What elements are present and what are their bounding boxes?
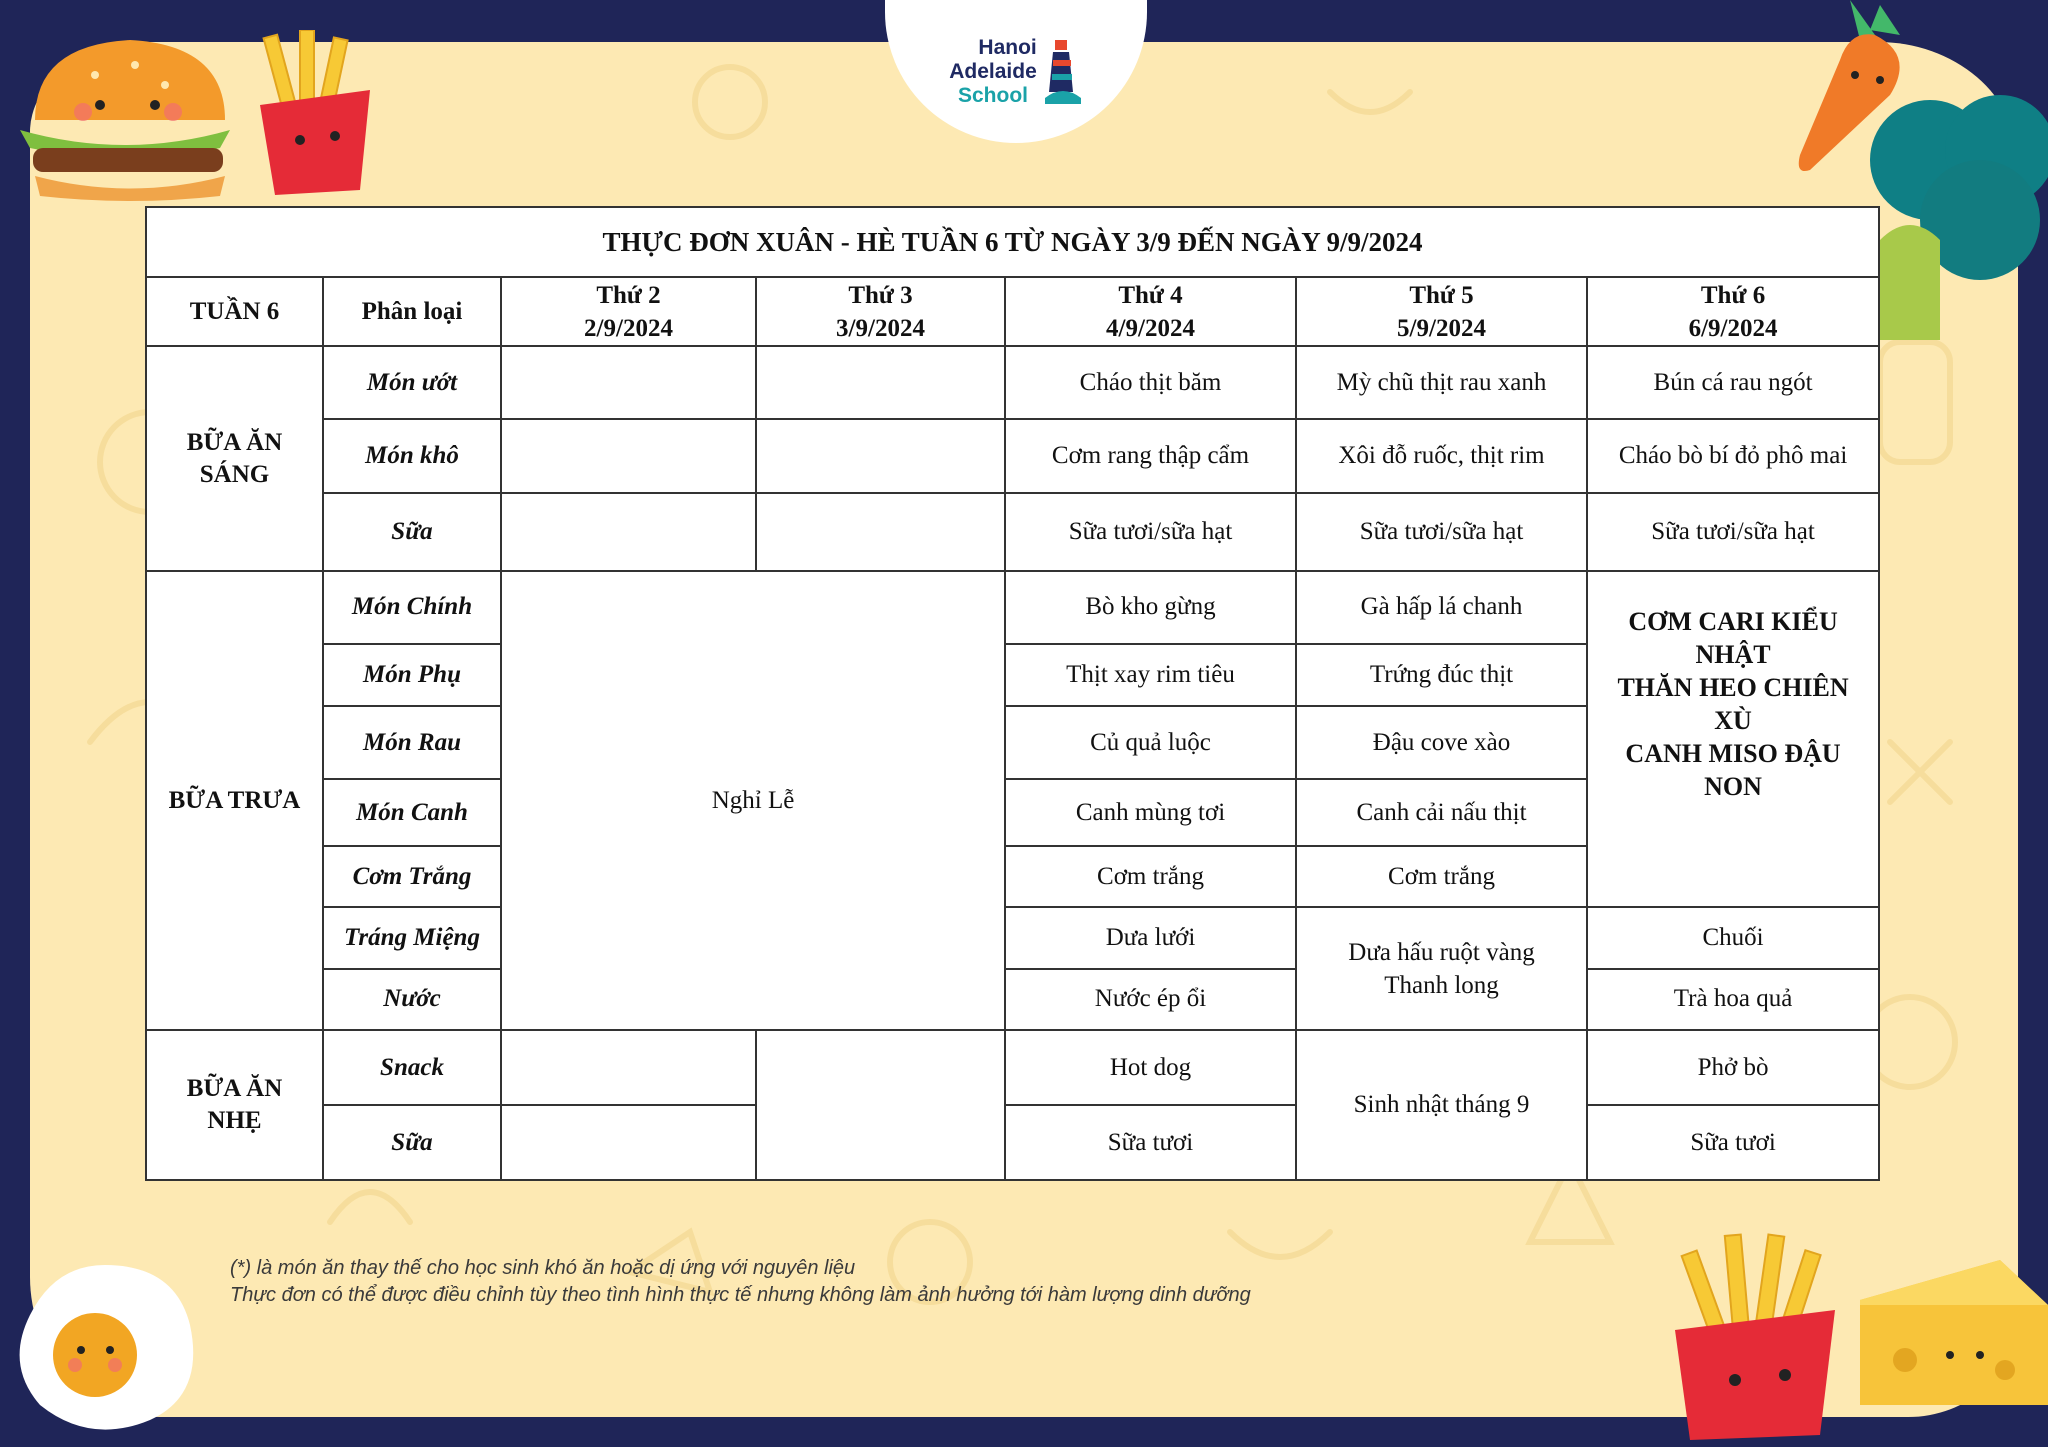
- week-label: TUẦN 6: [146, 277, 323, 345]
- day-header-thu4: Thứ 4 4/9/2024: [1005, 277, 1296, 345]
- menu-table: [145, 206, 1880, 1181]
- category-cell: Món ướt: [323, 346, 501, 419]
- category-cell: Sữa: [323, 1105, 501, 1180]
- category-cell: Tráng Miệng: [323, 907, 501, 968]
- day-header-thu3: Thứ 3 3/9/2024: [756, 277, 1005, 345]
- menu-cell: Sữa tươi/sữa hạt: [1296, 493, 1587, 571]
- menu-cell: Thịt xay rim tiêu: [1005, 644, 1296, 706]
- logo-line-hanoi: Hanoi: [978, 35, 1037, 59]
- menu-cell: Xôi đỗ ruốc, thịt rim: [1296, 419, 1587, 492]
- logo-line-adelaide: Adelaide: [949, 59, 1037, 83]
- logo-text: [949, 36, 1037, 108]
- meal-label-snack: BỮA ĂN NHẸ: [146, 1030, 323, 1180]
- friday-lunch-line: THĂN HEO CHIÊN: [1617, 673, 1849, 703]
- menu-cell: Gà hấp lá chanh: [1296, 571, 1587, 643]
- category-cell: Món Phụ: [323, 644, 501, 706]
- menu-cell-empty: [756, 346, 1005, 419]
- category-cell: Nước: [323, 969, 501, 1030]
- fries-icon: [245, 30, 385, 195]
- day-header-thu6: Thứ 6 6/9/2024: [1587, 277, 1879, 345]
- menu-cell-empty: [756, 1030, 1005, 1180]
- menu-cell: Chuối: [1587, 907, 1879, 968]
- friday-lunch-line: NHẬT: [1695, 640, 1771, 670]
- note-line: (*) là món ăn thay thế cho học sinh khó ăn hoặc dị ứng với nguyên liệu: [230, 1257, 856, 1279]
- menu-cell: Củ quả luộc: [1005, 706, 1296, 779]
- menu-cell: Sữa tươi/sữa hạt: [1587, 493, 1879, 571]
- menu-cell-empty: [756, 493, 1005, 571]
- menu-cell-dessert-thu5: Dưa hấu ruột vàng Thanh long: [1296, 907, 1587, 1030]
- menu-cell: Dưa lưới: [1005, 907, 1296, 968]
- note-line: Thực đơn có thể được điều chỉnh tùy theo tình hình thực tế nhưng không làm ảnh hưởng tới hàm lượng dinh dưỡng: [230, 1284, 1251, 1306]
- meal-label-lunch: BỮA TRƯA: [146, 571, 323, 1030]
- lighthouse-icon: [1043, 36, 1083, 108]
- category-cell: Món Canh: [323, 779, 501, 845]
- friday-lunch-cell: [1587, 571, 1879, 907]
- burger-icon: [15, 30, 230, 205]
- menu-cell: Cơm rang thập cẩm: [1005, 419, 1296, 492]
- menu-cell-empty: [501, 1030, 756, 1105]
- menu-title: THỰC ĐƠN XUÂN - HÈ TUẦN 6 TỪ NGÀY 3/9 ĐẾN NGÀY 9/9/2024: [146, 207, 1879, 277]
- menu-cell-birthday: Sinh nhật tháng 9: [1296, 1030, 1587, 1180]
- category-cell: Cơm Trắng: [323, 846, 501, 907]
- menu-cell: Cháo bò bí đỏ phô mai: [1587, 419, 1879, 492]
- menu-cell-empty: [756, 419, 1005, 492]
- menu-cell: Bò kho gừng: [1005, 571, 1296, 643]
- menu-cell: Hot dog: [1005, 1030, 1296, 1105]
- fries-icon: [1660, 1230, 1850, 1440]
- menu-cell: Canh cải nấu thịt: [1296, 779, 1587, 845]
- menu-cell: Mỳ chũ thịt rau xanh: [1296, 346, 1587, 419]
- menu-cell-empty: [501, 1105, 756, 1180]
- broccoli-icon: [1860, 90, 2048, 350]
- day-header-thu5: Thứ 5 5/9/2024: [1296, 277, 1587, 345]
- category-cell: Snack: [323, 1030, 501, 1105]
- day-header-thu2: Thứ 2 2/9/2024: [501, 277, 756, 345]
- menu-cell: Canh mùng tơi: [1005, 779, 1296, 845]
- friday-lunch-line: CƠM CARI KIỂU: [1628, 607, 1838, 637]
- menu-cell: Bún cá rau ngót: [1587, 346, 1879, 419]
- menu-cell: Sữa tươi: [1587, 1105, 1879, 1180]
- friday-lunch-line: NON: [1704, 772, 1762, 802]
- menu-cell-empty: [501, 346, 756, 419]
- menu-cell: Nước ép ổi: [1005, 969, 1296, 1030]
- menu-cell: Sữa tươi/sữa hạt: [1005, 493, 1296, 571]
- category-cell: Món Rau: [323, 706, 501, 779]
- menu-cell-empty: [501, 493, 756, 571]
- menu-cell: Đậu cove xào: [1296, 706, 1587, 779]
- egg-icon: [15, 1255, 200, 1440]
- menu-cell-empty: [501, 419, 756, 492]
- menu-cell: Sữa tươi: [1005, 1105, 1296, 1180]
- category-cell: Món khô: [323, 419, 501, 492]
- category-cell: Sữa: [323, 493, 501, 571]
- menu-cell: Cháo thịt băm: [1005, 346, 1296, 419]
- friday-lunch-line: XÙ: [1714, 706, 1752, 736]
- holiday-cell: Nghỉ Lễ: [501, 571, 1005, 1030]
- menu-cell: Cơm trắng: [1296, 846, 1587, 907]
- menu-cell: Phở bò: [1587, 1030, 1879, 1105]
- menu-notes: [230, 1255, 1251, 1309]
- cheese-icon: [1855, 1250, 2048, 1415]
- menu-cell: Trà hoa quả: [1587, 969, 1879, 1030]
- logo-line-school: School: [957, 83, 1028, 107]
- category-cell: Món Chính: [323, 571, 501, 643]
- menu-cell: Cơm trắng: [1005, 846, 1296, 907]
- menu-cell: Trứng đúc thịt: [1296, 644, 1587, 706]
- category-header: Phân loại: [323, 277, 501, 345]
- friday-lunch-line: CANH MISO ĐẬU: [1625, 739, 1841, 769]
- meal-label-breakfast: BỮA ĂN SÁNG: [146, 346, 323, 571]
